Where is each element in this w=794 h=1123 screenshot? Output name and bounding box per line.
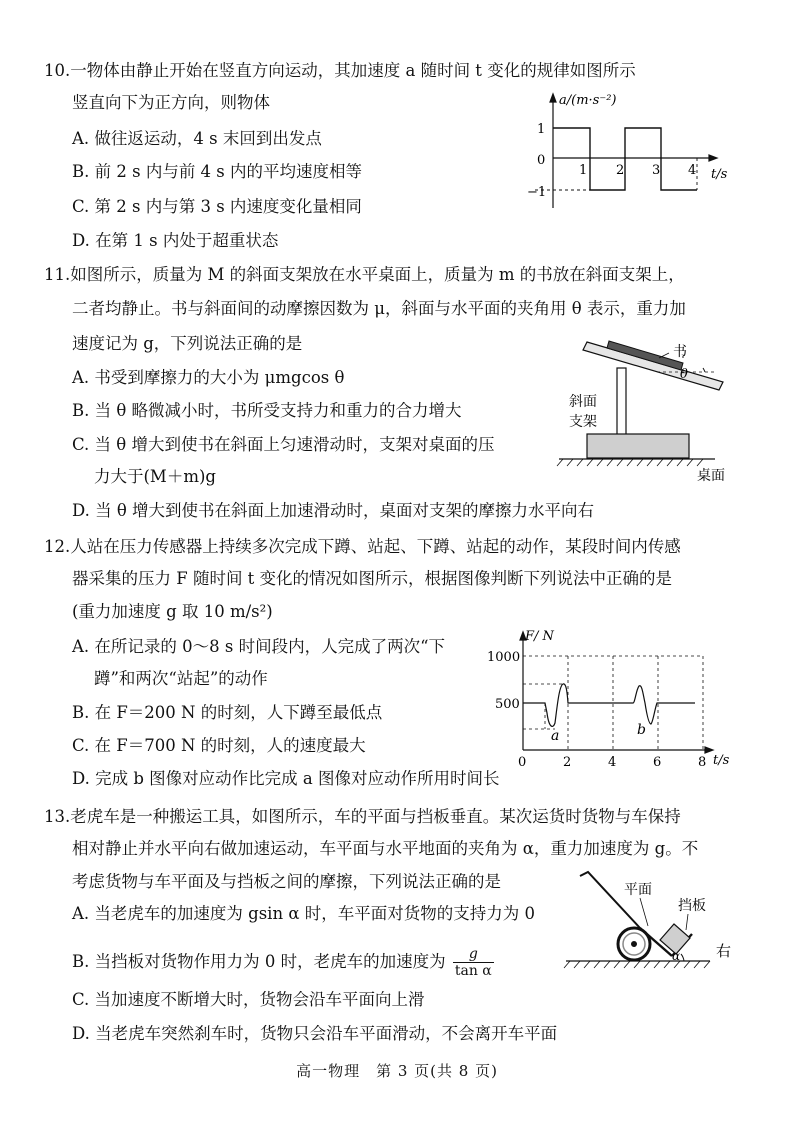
q12-y-tick-500: 500 [495,697,520,712]
q13-option-a: A. 当老虎车的加速度为 gsin α 时，车平面对货物的支持力为 0 [72,904,535,923]
q11-option-a: A. 书受到摩擦力的大小为 μmgcos θ [72,368,345,387]
q12-option-b: B. 在 F＝200 N 的时刻，人下蹲至最低点 [72,703,383,722]
q11-stand-label-2: 支架 [569,414,597,430]
q10-x-tick-2: 2 [616,163,625,178]
q13-baffle-label: 挡板 [678,898,706,914]
q13-option-b [72,946,494,979]
q11-book-stand-figure [555,330,745,490]
q12-curve-label-a: a [551,728,560,744]
q10-y-tick-1: 1 [537,122,546,137]
q13-option-b-fraction [453,946,494,979]
q10-x-tick-1: 1 [579,163,588,178]
q13-option-d: D. 当老虎车突然刹车时，货物只会沿车平面滑动，不会离开车平面 [72,1024,558,1043]
q12-force-graph [485,628,735,768]
q13-option-c: C. 当加速度不断增大时，货物会沿车平面向上滑 [72,990,425,1009]
q12-x-tick-2: 2 [563,755,572,768]
q10-y-tick-minus1: −1 [527,185,547,200]
q13-fraction-numerator: g [453,946,494,963]
q13-alpha-label: α [672,949,681,963]
q13-hand-truck-figure [560,868,750,978]
q12-x-tick-8: 8 [698,755,707,768]
q13-fraction-denominator: tan α [454,963,492,979]
q13-stem-line3: 考虑货物与车平面及与挡板之间的摩擦，下列说法正确的是 [72,872,501,891]
q12-option-a-line1: A. 在所记录的 0～8 s 时间段内，人完成了两次“下 [72,637,446,656]
q11-option-c-line2: 力大于(M＋m)g [94,467,216,486]
q12-x-tick-4: 4 [608,755,617,768]
q11-stand-label-1: 斜面 [569,394,597,410]
q13-option-b-text: B. 当挡板对货物作用力为 0 时，老虎车的加速度为 [72,952,446,971]
q12-option-c: C. 在 F＝700 N 的时刻，人的速度最大 [72,736,366,755]
q10-stem-line1: 10.一物体由静止开始在竖直方向运动，其加速度 a 随时间 t 变化的规律如图所示 [44,61,636,80]
q13-stem-line1: 13.老虎车是一种搬运工具，如图所示，车的平面与挡板垂直。某次运货时货物与车保持 [44,807,681,826]
q11-theta-label: θ [680,367,688,382]
q10-x-tick-3: 3 [652,163,661,178]
q12-y-axis-label: F/ N [525,629,554,644]
q11-option-c-line1: C. 当 θ 增大到使书在斜面上匀速滑动时，支架对桌面的压 [72,435,495,454]
q10-y-axis-label: a/(m·s⁻²) [559,93,617,108]
q10-acceleration-graph [525,88,735,218]
q13-plane-label: 平面 [624,882,652,898]
q12-curve-label-b: b [637,722,646,738]
q11-option-b: B. 当 θ 略微减小时，书所受支持力和重力的合力增大 [72,401,462,420]
q12-option-a-line2: 蹲”和两次“站起”的动作 [94,669,268,688]
q11-stem-line1: 11.如图所示，质量为 M 的斜面支架放在水平桌面上，质量为 m 的书放在斜面支架上， [44,265,685,284]
q10-y-tick-0: 0 [537,153,546,168]
q10-x-axis-label: t/s [711,167,728,182]
q12-y-tick-1000: 1000 [487,650,521,665]
q12-x-tick-6: 6 [653,755,662,768]
q12-stem-line3: (重力加速度 g 取 10 m/s²) [72,602,273,621]
q12-stem-line1: 12.人站在压力传感器上持续多次完成下蹲、站起、下蹲、站起的动作，某段时间内传感 [44,537,681,556]
q10-stem-line2: 竖直向下为正方向，则物体 [72,93,270,112]
q12-option-d: D. 完成 b 图像对应动作比完成 a 图像对应动作所用时间长 [72,769,500,788]
q10-option-b: B. 前 2 s 内与前 4 s 内的平均速度相等 [72,162,363,181]
q12-stem-line2: 器采集的压力 F 随时间 t 变化的情况如图所示，根据图像判断下列说法中正确的是 [72,569,673,588]
q11-stem-line2: 二者均静止。书与斜面间的动摩擦因数为 μ，斜面与水平面的夹角用 θ 表示，重力加 [72,299,686,318]
q10-x-tick-4: 4 [688,163,697,178]
q11-option-d: D. 当 θ 增大到使书在斜面上加速滑动时，桌面对支架的摩擦力水平向右 [72,501,595,520]
page-footer: 高一物理 第 3 页(共 8 页) [296,1062,498,1080]
q11-stem-line3: 速度记为 g，下列说法正确的是 [72,334,303,353]
q12-x-axis-label: t/s [713,753,730,768]
q10-option-c: C. 第 2 s 内与第 3 s 内速度变化量相同 [72,197,362,216]
q13-direction-right-label: 右 [716,942,732,960]
q12-x-tick-0: 0 [518,755,527,768]
q13-stem-line2: 相对静止并水平向右做加速运动，车平面与水平地面的夹角为 α，重力加速度为 g。不 [72,839,699,858]
q10-option-a: A. 做往返运动，4 s 末回到出发点 [72,129,322,148]
q10-option-d: D. 在第 1 s 内处于超重状态 [72,231,279,250]
q11-book-label: 书 [673,344,687,360]
q11-desk-label: 桌面 [697,468,725,484]
